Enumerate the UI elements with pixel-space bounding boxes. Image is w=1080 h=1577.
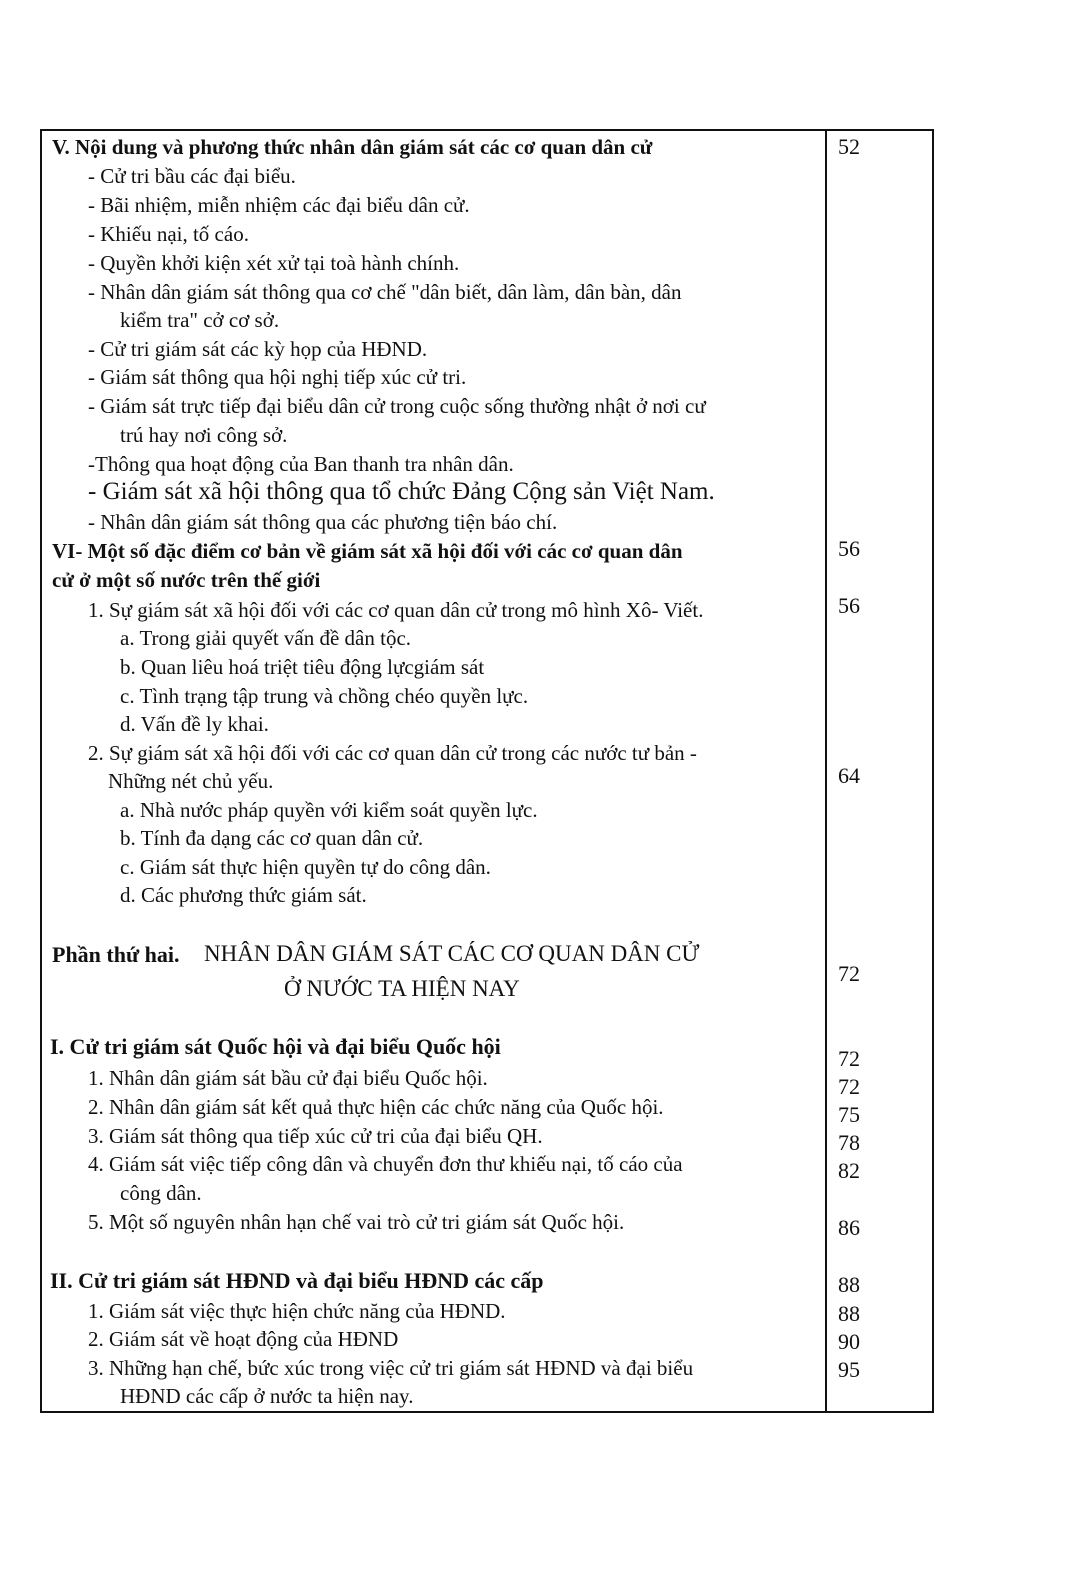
page-column-divider	[825, 129, 827, 1413]
toc-item-page: 88	[838, 1301, 860, 1326]
toc-item: 3. Những hạn chế, bức xúc trong việc cử tri giám sát HĐND và đại biểu	[88, 1356, 694, 1380]
section-II-page: 88	[838, 1272, 860, 1297]
toc-item: kiểm tra" cở cơ sở.	[120, 308, 280, 332]
toc-item: - Khiếu nại, tố cáo.	[88, 222, 249, 246]
section-II-heading: II. Cử tri giám sát HĐND và đại biểu HĐND các cấp	[50, 1268, 544, 1293]
part-2-label: Phần thứ hai.	[52, 942, 180, 967]
toc-item: 4. Giám sát việc tiếp công dân và chuyển đơn thư khiếu nại, tố cáo của	[88, 1152, 683, 1176]
section-6-heading: VI- Một số đặc điểm cơ bản về giám sát xã hội đối với các cơ quan dân	[52, 539, 683, 563]
toc-item: b. Tính đa dạng các cơ quan dân cử.	[120, 826, 424, 850]
part-2-title: NHÂN DÂN GIÁM SÁT CÁC CƠ QUAN DÂN CỬ	[204, 941, 700, 966]
part-2-page: 72	[838, 961, 860, 986]
toc-item-page: 82	[838, 1158, 860, 1183]
toc-item: - Cử tri giám sát các kỳ họp của HĐND.	[88, 337, 428, 361]
toc-item: - Nhân dân giám sát thông qua các phương tiện báo chí.	[88, 510, 558, 534]
toc-item: a. Nhà nước pháp quyền với kiểm soát quyền lực.	[120, 798, 538, 822]
toc-item: - Giám sát xã hội thông qua tổ chức Đảng Cộng sản Việt Nam.	[88, 478, 715, 505]
toc-item: 1. Nhân dân giám sát bầu cử đại biểu Quốc hội.	[88, 1066, 488, 1090]
toc-item: - Nhân dân giám sát thông qua cơ chế "dân biết, dân làm, dân bàn, dân	[88, 280, 682, 304]
toc-item: c. Tình trạng tập trung và chồng chéo quyền lực.	[120, 684, 529, 708]
toc-item: - Cử tri bầu các đại biểu.	[88, 164, 296, 188]
sub1-page: 56	[838, 593, 860, 618]
toc-subitem: 1. Sự giám sát xã hội đối với các cơ quan dân cử trong mô hình Xô- Viết.	[88, 598, 704, 622]
part-2-title-cont: Ở NƯỚC TA HIỆN NAY	[284, 976, 520, 1001]
toc-item: d. Vấn đề ly khai.	[120, 712, 269, 736]
toc-subitem-cont: Những nét chủ yếu.	[108, 769, 274, 793]
toc-item: a. Trong giải quyết vấn đề dân tộc.	[120, 626, 412, 650]
toc-item: - Quyền khởi kiện xét xử tại toà hành chính.	[88, 251, 460, 275]
toc-item: 5. Một số nguyên nhân hạn chế vai trò cử tri giám sát Quốc hội.	[88, 1210, 625, 1234]
toc-item: 2. Giám sát về hoạt động của HĐND	[88, 1327, 399, 1351]
toc-item-page: 75	[838, 1102, 860, 1127]
toc-item: c. Giám sát thực hiện quyền tự do công dân.	[120, 855, 491, 879]
toc-item: - Bãi nhiệm, miễn nhiệm các đại biểu dân cử.	[88, 193, 470, 217]
toc-item-page: 78	[838, 1130, 860, 1155]
toc-item: trú hay nơi công sở.	[120, 423, 288, 447]
section-5-heading: V. Nội dung và phương thức nhân dân giám sát các cơ quan dân cử	[52, 135, 653, 159]
section-6-page: 56	[838, 536, 860, 561]
toc-item: - Giám sát thông qua hội nghị tiếp xúc cử tri.	[88, 365, 467, 389]
section-6-heading-cont: cử ở một số nước trên thế giới	[52, 568, 321, 592]
section-I-heading: I. Cử tri giám sát Quốc hội và đại biểu Quốc hội	[50, 1034, 501, 1059]
toc-item-page: 90	[838, 1329, 860, 1354]
toc-item-cont: công dân.	[120, 1181, 202, 1205]
toc-item-page: 95	[838, 1357, 860, 1382]
sub2-page: 64	[838, 763, 860, 788]
toc-item: -Thông qua hoạt động của Ban thanh tra nhân dân.	[88, 452, 514, 476]
toc-item: b. Quan liêu hoá triệt tiêu động lựcgiám sát	[120, 655, 485, 679]
toc-item-page: 72	[838, 1074, 860, 1099]
section-I-page: 72	[838, 1046, 860, 1071]
toc-item: d. Các phương thức giám sát.	[120, 883, 367, 907]
toc-item-cont: HĐND các cấp ở nước ta hiện nay.	[120, 1384, 414, 1408]
toc-subitem: 2. Sự giám sát xã hội đối với các cơ quan dân cử trong các nước tư bản -	[88, 741, 697, 765]
section-5-page: 52	[838, 134, 860, 159]
toc-item: - Giám sát trực tiếp đại biểu dân cử trong cuộc sống thường nhật ở nơi cư	[88, 394, 706, 418]
toc-item: 3. Giám sát thông qua tiếp xúc cử tri của đại biểu QH.	[88, 1124, 543, 1148]
toc-item-page: 86	[838, 1215, 860, 1240]
toc-item: 2. Nhân dân giám sát kết quả thực hiện các chức năng của Quốc hội.	[88, 1095, 664, 1119]
toc-item: 1. Giám sát việc thực hiện chức năng của HĐND.	[88, 1299, 506, 1323]
